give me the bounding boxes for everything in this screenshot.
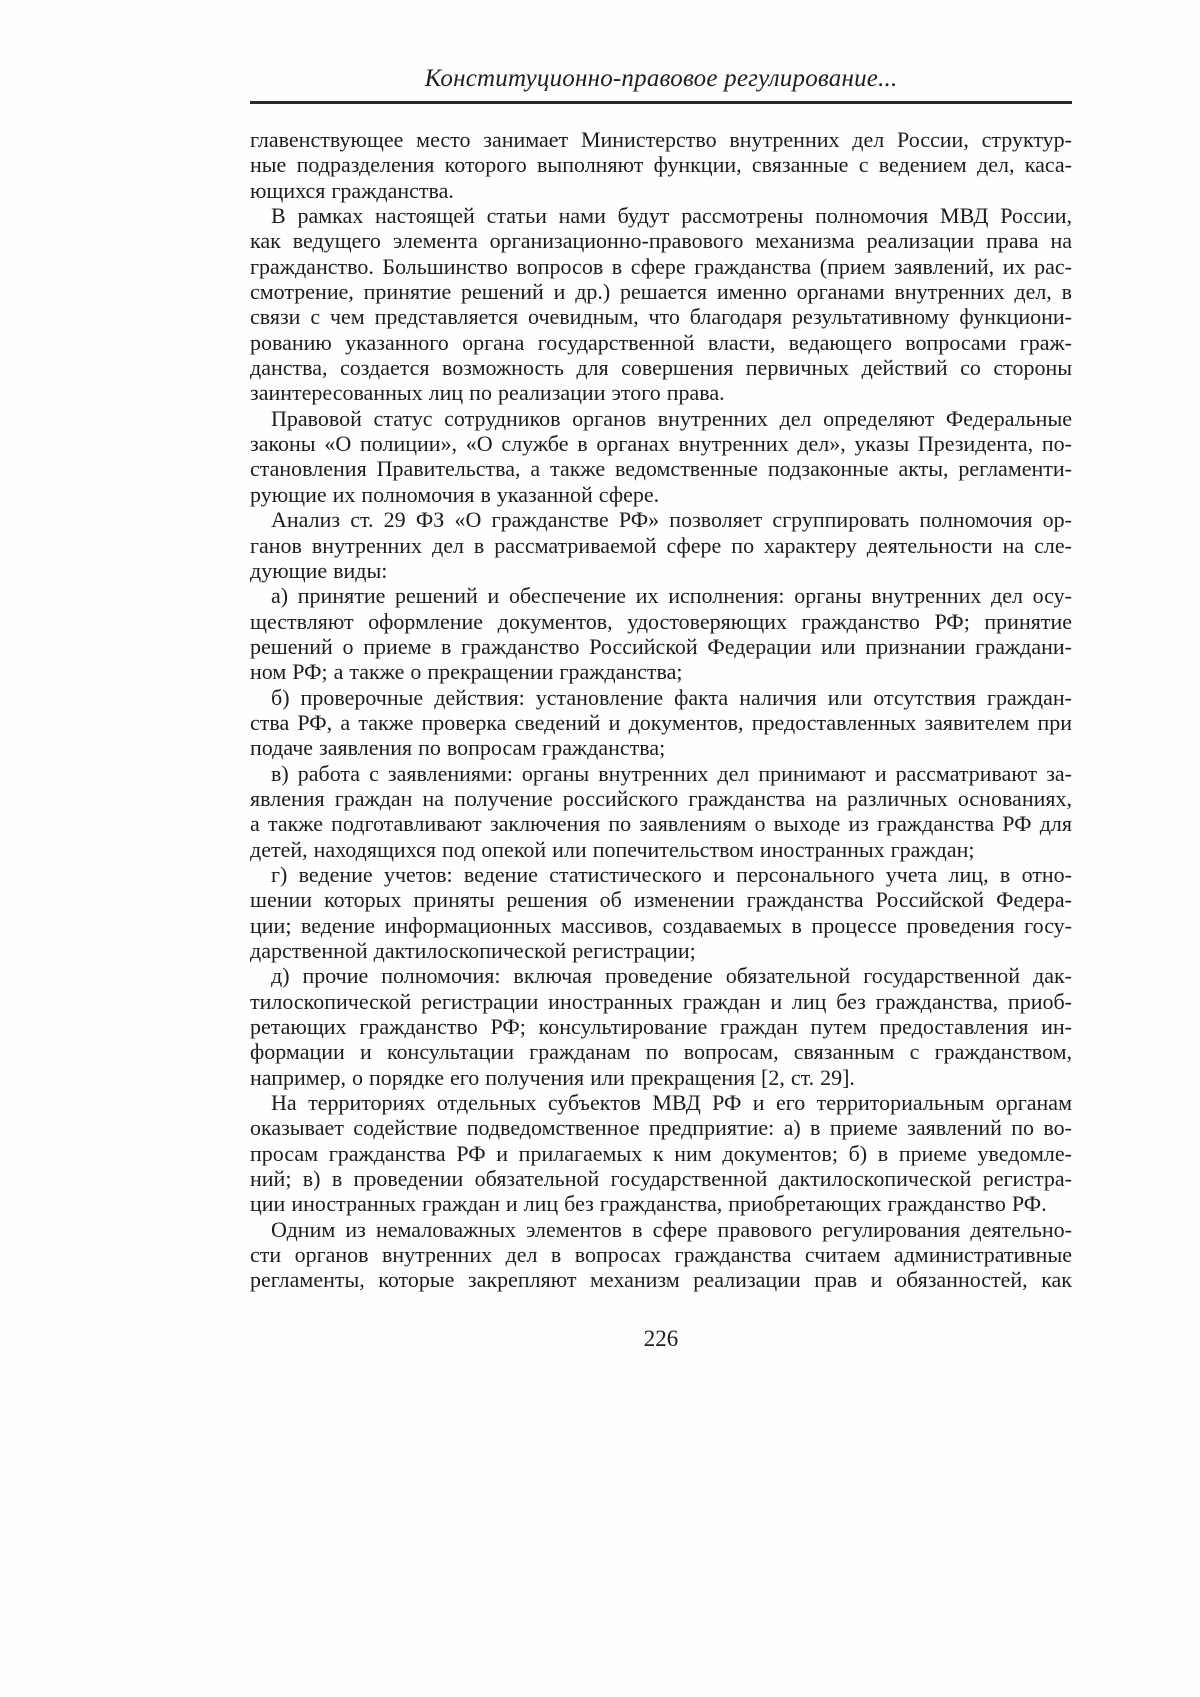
page-number: 226 (643, 1326, 679, 1351)
text-line: г) ведение учетов: ведение статистического и персонального учета лиц, в отно- (271, 861, 1072, 887)
paragraph (250, 963, 1072, 1090)
text-line: ции; ведение информационных массивов, создаваемых в процессе проведения госу- (250, 912, 1072, 938)
text-line: связи с чем представляется очевидным, что благодаря результативному функциони- (250, 304, 1072, 330)
paragraph (250, 583, 1072, 684)
text-line: дующие виды: (250, 557, 388, 583)
text-line: законы «О полиции», «О службе в органах внутренних дел», указы Президента, по- (250, 431, 1072, 457)
text-line: Правовой статус сотрудников органов внутренних дел определяют Федеральные (271, 405, 1072, 431)
text-line: просам гражданства РФ и прилагаемых к ним документов; б) в приеме уведомле- (250, 1140, 1072, 1166)
text-line: а также подготавливают заключения по заявлениям о выходе из гражданства РФ для (250, 811, 1072, 837)
text-line: ющихся гражданства. (250, 177, 454, 203)
paragraph (250, 761, 1072, 862)
text-line: решений о приеме в гражданство Российской Федерации или признании граждани- (250, 633, 1072, 659)
text-line: гражданство. Большинство вопросов в сфере гражданства (прием заявлений, их рас- (250, 253, 1072, 279)
text-line: в) работа с заявлениями: органы внутренних дел принимают и рассматривают за- (271, 760, 1072, 786)
text-line: ганов внутренних дел в рассматриваемой сфере по характеру деятельности на сле- (250, 532, 1072, 558)
paragraph (250, 862, 1072, 963)
text-line: ные подразделения которого выполняют функции, связанные с ведением дел, каса- (250, 152, 1072, 178)
running-header: Конституционно-правовое регулирование... (424, 65, 898, 92)
text-line: б) проверочные действия: установление факта наличия или отсутствия граждан- (271, 684, 1072, 710)
text-line: оказывает содействие подведомственное предприятие: а) в приеме заявлений по во- (250, 1115, 1072, 1141)
text-line: ществляют оформление документов, удостоверяющих гражданство РФ; принятие (250, 608, 1072, 634)
text-line: а) принятие решений и обеспечение их исполнения: органы внутренних дел осу- (271, 583, 1072, 609)
paragraph (250, 1090, 1072, 1217)
text-line: смотрение, принятие решений и др.) решается именно органами внутренних дел, в (250, 279, 1072, 305)
text-line: например, о порядке его получения или прекращения [2, ст. 29]. (250, 1064, 855, 1090)
text-line: детей, находящихся под опекой или попечительством иностранных граждан; (250, 836, 975, 862)
text-line: сти органов внутренних дел в вопросах гражданства считаем административные (250, 1242, 1072, 1268)
text-line: главенствующее место занимает Министерство внутренних дел России, структур- (250, 127, 1072, 152)
text-line: ретающих гражданство РФ; консультирование граждан путем предоставления ин- (250, 1014, 1072, 1040)
paragraph (250, 406, 1072, 507)
text-line: регламенты, которые закрепляют механизм реализации прав и обязанностей, как (250, 1267, 1072, 1293)
text-line: становления Правительства, а также ведомственные подзаконные акты, регламенти- (250, 456, 1072, 482)
paragraph (250, 507, 1072, 583)
text-line: ции иностранных граждан и лиц без гражданства, приобретающих гражданство РФ. (250, 1191, 1047, 1217)
text-line: Одним из немаловажных элементов в сфере правового регулирования деятельно- (271, 1216, 1072, 1242)
text-line: д) прочие полномочия: включая проведение обязательной государственной дак- (271, 963, 1072, 989)
text-line: шении которых приняты решения об изменении гражданства Российской Федера- (250, 887, 1072, 913)
text-line: ства РФ, а также проверка сведений и документов, предоставленных заявителем при (250, 709, 1072, 735)
header-rule-divider (250, 101, 1072, 104)
text-line: тилоскопической регистрации иностранных граждан и лиц без гражданства, приоб- (250, 988, 1072, 1014)
text-line: рованию указанного органа государственной власти, ведающего вопросами граж- (250, 329, 1072, 355)
text-line: ном РФ; а также о прекращении гражданства; (250, 659, 683, 685)
text-line: формации и консультации гражданам по вопросам, связанным с гражданством, (250, 1039, 1072, 1065)
text-line: Анализ ст. 29 ФЗ «О гражданстве РФ» позволяет сгруппировать полномочия ор- (271, 507, 1072, 533)
paragraph (250, 127, 1072, 203)
text-line: На территориях отдельных субъектов МВД РФ и его территориальным органам (271, 1090, 1072, 1116)
paragraph (250, 685, 1072, 761)
body-text-column (250, 127, 1072, 1293)
text-line: подаче заявления по вопросам гражданства; (250, 735, 666, 761)
text-line: заинтересованных лиц по реализации этого права. (250, 380, 725, 406)
text-line: явления граждан на получение российского гражданства на различных основаниях, (250, 785, 1072, 811)
paragraph (250, 203, 1072, 406)
text-line: дарственной дактилоскопической регистрации; (250, 938, 696, 963)
text-line: ний; в) в проведении обязательной государственной дактилоскопической регистра- (250, 1166, 1072, 1192)
paragraph (250, 1217, 1072, 1293)
text-line: В рамках настоящей статьи нами будут рассмотрены полномочия МВД России, (271, 203, 1072, 229)
text-line: данства, создается возможность для совершения первичных действий со стороны (250, 355, 1072, 381)
text-line: как ведущего элемента организационно-правового механизма реализации права на (250, 228, 1072, 254)
text-line: рующие их полномочия в указанной сфере. (250, 481, 660, 507)
